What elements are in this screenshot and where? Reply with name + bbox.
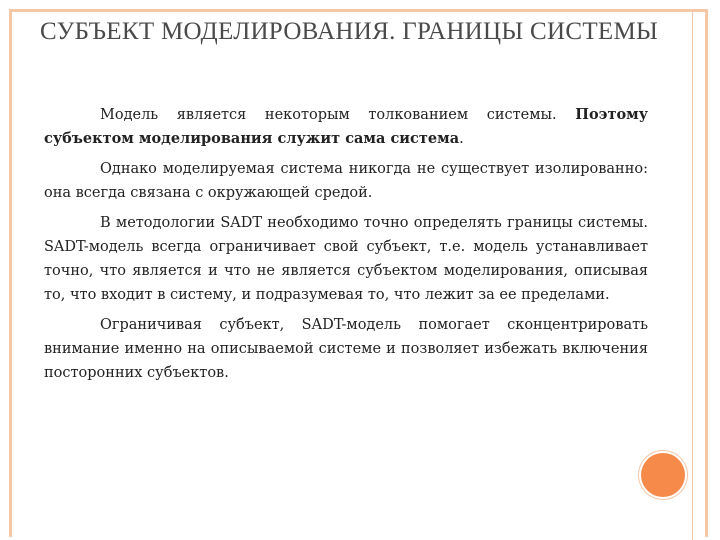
paragraph-1-tail: . — [459, 131, 464, 147]
paragraph-1 — [44, 103, 648, 151]
slide-body — [44, 103, 648, 391]
slide-title: СУБЪЕКТ МОДЕЛИРОВАНИЯ. ГРАНИЦЫ СИСТЕМЫ — [40, 18, 659, 45]
orange-circle-decoration — [641, 453, 685, 497]
paragraph-1-lead: Модель является некоторым толкованием системы. — [100, 107, 557, 123]
paragraph-4: Ограничивая субъект, SADT-модель помогает сконцентрировать внимание именно на описываемой системе и позволяет избежать включения посторонних субъектов. — [44, 317, 648, 381]
paragraph-1-bold: Поэтому субъектом моделирования служит сама система — [44, 106, 648, 147]
paragraph-3: В методологии SADT необходимо точно определять границы системы. SADT-модель всегда ограничивает свой субъект, т.е. модель устанавливает точно, что является и что не является субъектом моделирования, описывая то, что входит в систему, и подразумевая то, что лежит за ее пределами. — [44, 215, 648, 303]
frame-rule — [692, 9, 693, 540]
paragraph-2: Однако моделируемая система никогда не существует изолированно: она всегда связана с окружающей средой. — [44, 161, 648, 201]
